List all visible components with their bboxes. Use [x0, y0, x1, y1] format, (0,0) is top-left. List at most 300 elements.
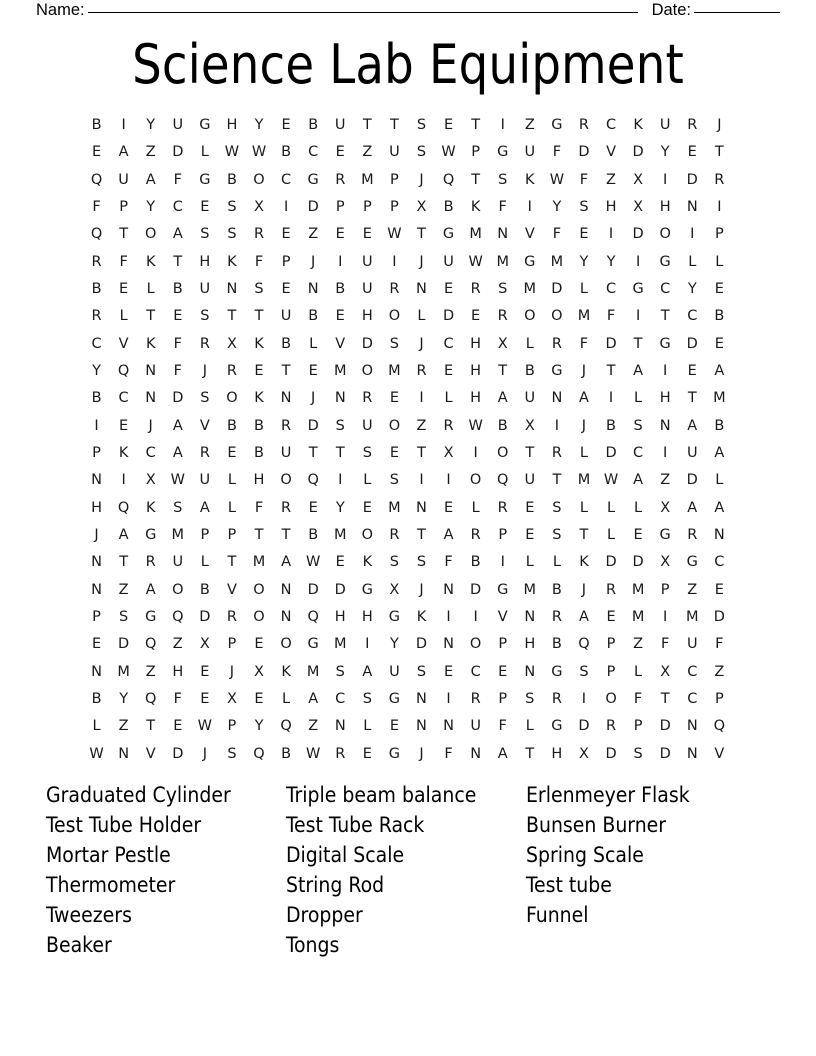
grid-cell[interactable]: N [145, 362, 157, 379]
grid-cell[interactable]: S [362, 444, 372, 461]
grid-cell[interactable]: A [687, 499, 698, 516]
grid-cell[interactable]: S [335, 417, 345, 434]
grid-cell[interactable]: U [280, 308, 292, 325]
grid-cell[interactable]: S [416, 144, 427, 161]
grid-cell[interactable]: K [525, 171, 535, 188]
grid-cell[interactable]: O [280, 636, 292, 653]
grid-cell[interactable]: J [229, 663, 235, 680]
grid-cell[interactable]: D [659, 718, 671, 735]
grid-cell[interactable]: N [280, 608, 292, 625]
grid-cell[interactable]: H [226, 117, 238, 133]
grid-cell[interactable]: I [690, 226, 695, 243]
grid-cell[interactable]: E [443, 362, 454, 379]
grid-cell[interactable]: I [635, 253, 641, 270]
grid-cell[interactable]: T [119, 226, 129, 243]
grid-cell[interactable]: F [498, 718, 507, 735]
grid-cell[interactable]: L [579, 280, 588, 297]
grid-cell[interactable]: T [606, 362, 616, 379]
grid-cell[interactable]: T [579, 526, 589, 543]
grid-cell[interactable]: J [419, 745, 424, 762]
grid-cell[interactable]: Z [633, 636, 644, 653]
grid-cell[interactable]: H [605, 198, 617, 215]
grid-cell[interactable]: X [497, 335, 508, 352]
grid-cell[interactable]: M [333, 362, 347, 379]
grid-cell[interactable]: A [362, 663, 373, 680]
grid-cell[interactable]: T [146, 308, 156, 325]
grid-cell[interactable]: P [498, 636, 508, 653]
grid-cell[interactable]: C [91, 335, 102, 352]
grid-cell[interactable]: S [173, 499, 183, 516]
grid-cell[interactable]: F [552, 226, 562, 243]
grid-cell[interactable]: Q [713, 718, 726, 735]
word-list-item[interactable]: Thermometer [46, 873, 176, 897]
grid-cell[interactable]: W [251, 144, 267, 161]
grid-cell[interactable]: N [497, 226, 509, 243]
grid-cell[interactable]: B [335, 280, 346, 297]
grid-cell[interactable]: A [687, 417, 698, 434]
grid-cell[interactable]: C [443, 335, 454, 352]
grid-cell[interactable]: J [581, 362, 587, 379]
grid-cell[interactable]: N [524, 608, 536, 625]
grid-cell[interactable]: L [363, 718, 372, 735]
grid-cell[interactable]: P [200, 526, 210, 543]
grid-cell[interactable]: I [500, 117, 505, 133]
grid-cell[interactable]: Y [687, 280, 697, 297]
grid-cell[interactable]: W [89, 745, 104, 762]
grid-cell[interactable]: B [443, 198, 454, 215]
grid-cell[interactable]: D [442, 308, 455, 325]
grid-cell[interactable]: D [686, 472, 698, 489]
grid-cell[interactable]: P [281, 253, 291, 270]
grid-cell[interactable]: U [443, 253, 454, 270]
grid-cell[interactable]: M [577, 472, 591, 489]
grid-cell[interactable]: I [717, 198, 722, 215]
grid-cell[interactable]: J [311, 390, 316, 407]
grid-cell[interactable]: G [307, 171, 319, 188]
grid-cell[interactable]: M [523, 280, 537, 297]
grid-cell[interactable]: L [200, 554, 209, 571]
grid-cell[interactable]: N [280, 581, 292, 598]
grid-cell[interactable]: E [606, 608, 616, 625]
grid-cell[interactable]: E [335, 226, 345, 243]
grid-cell[interactable]: A [118, 526, 129, 543]
grid-cell[interactable]: U [172, 554, 184, 571]
grid-cell[interactable]: I [283, 198, 289, 215]
grid-cell[interactable]: H [91, 499, 102, 516]
grid-cell[interactable]: C [335, 690, 346, 707]
grid-cell[interactable]: W [549, 171, 565, 188]
grid-cell[interactable]: R [443, 417, 454, 434]
grid-cell[interactable]: E [579, 226, 589, 243]
grid-cell[interactable]: I [446, 690, 451, 707]
grid-cell[interactable]: L [417, 308, 426, 325]
grid-cell[interactable]: D [578, 144, 590, 161]
grid-cell[interactable]: C [470, 663, 481, 680]
grid-cell[interactable]: L [634, 499, 643, 516]
grid-cell[interactable]: V [714, 745, 725, 762]
grid-cell[interactable]: B [91, 117, 102, 133]
grid-cell[interactable]: O [253, 608, 265, 625]
grid-cell[interactable]: N [226, 280, 238, 297]
grid-cell[interactable]: N [686, 198, 698, 215]
word-list-item[interactable]: Tongs [286, 933, 340, 957]
grid-cell[interactable]: S [498, 171, 508, 188]
grid-cell[interactable]: G [551, 718, 563, 735]
grid-cell[interactable]: X [254, 198, 264, 215]
grid-cell[interactable]: M [686, 608, 699, 625]
grid-cell[interactable]: E [91, 144, 102, 161]
grid-cell[interactable]: V [606, 144, 616, 161]
grid-cell[interactable]: E [443, 117, 454, 133]
grid-cell[interactable]: E [335, 308, 345, 325]
grid-cell[interactable]: M [496, 253, 509, 270]
grid-cell[interactable]: N [659, 417, 671, 434]
grid-cell[interactable]: R [497, 308, 508, 325]
grid-cell[interactable]: C [687, 663, 698, 680]
grid-cell[interactable]: A [633, 472, 644, 489]
grid-cell[interactable]: H [361, 608, 373, 625]
grid-cell[interactable]: D [578, 718, 590, 735]
grid-cell[interactable]: I [419, 472, 424, 489]
grid-cell[interactable]: T [552, 472, 562, 489]
grid-cell[interactable]: A [633, 362, 644, 379]
grid-cell[interactable]: C [660, 280, 671, 297]
grid-cell[interactable]: N [686, 745, 698, 762]
grid-cell[interactable]: W [603, 472, 619, 489]
grid-cell[interactable]: X [226, 335, 237, 352]
grid-cell[interactable]: L [579, 444, 588, 461]
grid-cell[interactable]: M [713, 390, 726, 407]
grid-cell[interactable]: W [305, 554, 321, 571]
grid-cell[interactable]: I [94, 417, 99, 434]
grid-cell[interactable]: M [631, 581, 645, 598]
grid-cell[interactable]: G [659, 335, 671, 352]
grid-cell[interactable]: A [172, 444, 183, 461]
grid-cell[interactable]: D [415, 636, 428, 653]
grid-cell[interactable]: B [254, 417, 264, 434]
grid-cell[interactable]: K [145, 499, 156, 516]
grid-cell[interactable]: T [308, 444, 318, 461]
grid-cell[interactable]: E [335, 144, 345, 161]
grid-cell[interactable]: T [227, 554, 237, 571]
grid-cell[interactable]: H [659, 390, 671, 407]
grid-cell[interactable]: D [632, 226, 644, 243]
grid-cell[interactable]: U [524, 390, 536, 407]
grid-cell[interactable]: B [281, 144, 292, 161]
grid-cell[interactable]: E [281, 226, 291, 243]
grid-cell[interactable]: O [361, 526, 374, 543]
grid-cell[interactable]: H [253, 472, 265, 489]
grid-cell[interactable]: Z [145, 144, 156, 161]
grid-cell[interactable]: P [119, 198, 128, 215]
grid-cell[interactable]: U [659, 117, 671, 133]
grid-cell[interactable]: D [686, 171, 698, 188]
grid-cell[interactable]: C [145, 444, 156, 461]
grid-cell[interactable]: C [118, 390, 129, 407]
grid-cell[interactable]: G [497, 581, 509, 598]
grid-cell[interactable]: X [524, 417, 535, 434]
grid-cell[interactable]: D [307, 581, 319, 598]
word-list-item[interactable]: Graduated Cylinder [46, 783, 231, 807]
grid-cell[interactable]: I [608, 390, 614, 407]
grid-cell[interactable]: E [254, 636, 264, 653]
grid-cell[interactable]: I [500, 554, 505, 571]
grid-cell[interactable]: B [497, 417, 508, 434]
word-list-item[interactable]: Dropper [286, 903, 363, 927]
grid-cell[interactable]: E [525, 526, 535, 543]
grid-cell[interactable]: F [119, 253, 128, 270]
grid-cell[interactable]: U [199, 280, 211, 297]
grid-cell[interactable]: R [389, 280, 400, 297]
grid-cell[interactable]: E [200, 198, 210, 215]
grid-cell[interactable]: E [389, 444, 399, 461]
grid-cell[interactable]: B [91, 280, 102, 297]
grid-cell[interactable]: T [417, 226, 426, 243]
grid-cell[interactable]: Q [307, 608, 319, 625]
grid-cell[interactable]: X [660, 499, 671, 516]
grid-cell[interactable]: P [335, 198, 345, 215]
grid-cell[interactable]: I [663, 608, 668, 625]
grid-cell[interactable]: O [524, 308, 536, 325]
grid-cell[interactable]: L [579, 499, 588, 516]
grid-cell[interactable]: D [605, 745, 617, 762]
grid-cell[interactable]: T [417, 444, 426, 461]
grid-cell[interactable]: U [172, 117, 184, 133]
grid-cell[interactable]: D [605, 554, 617, 571]
grid-cell[interactable]: R [497, 499, 508, 516]
grid-cell[interactable]: X [226, 690, 237, 707]
grid-cell[interactable]: U [362, 417, 373, 434]
grid-cell[interactable]: L [309, 335, 318, 352]
grid-cell[interactable]: E [362, 226, 372, 243]
grid-cell[interactable]: N [416, 499, 427, 516]
grid-cell[interactable]: A [714, 444, 725, 461]
grid-cell[interactable]: M [117, 663, 130, 680]
grid-cell[interactable]: N [470, 745, 482, 762]
grid-cell[interactable]: S [579, 198, 589, 215]
grid-cell[interactable]: X [199, 636, 210, 653]
grid-cell[interactable]: E [687, 144, 697, 161]
grid-cell[interactable]: A [118, 144, 129, 161]
grid-cell[interactable]: E [633, 526, 643, 543]
word-list-item[interactable]: Triple beam balance [286, 783, 477, 807]
grid-cell[interactable]: R [199, 335, 210, 352]
grid-cell[interactable]: L [444, 390, 453, 407]
grid-cell[interactable]: F [173, 362, 182, 379]
grid-cell[interactable]: V [199, 417, 210, 434]
grid-cell[interactable]: E [281, 280, 291, 297]
grid-cell[interactable]: B [281, 335, 292, 352]
grid-cell[interactable]: A [145, 581, 156, 598]
grid-cell[interactable]: T [525, 444, 535, 461]
grid-cell[interactable]: S [389, 554, 399, 571]
grid-cell[interactable]: X [389, 581, 400, 598]
grid-cell[interactable]: F [606, 308, 616, 325]
grid-cell[interactable]: E [443, 499, 454, 516]
grid-cell[interactable]: G [199, 171, 211, 188]
grid-cell[interactable]: Z [308, 226, 319, 243]
grid-cell[interactable]: M [306, 663, 320, 680]
grid-cell[interactable]: T [389, 117, 399, 133]
grid-cell[interactable]: R [335, 745, 346, 762]
grid-cell[interactable]: J [148, 417, 153, 434]
grid-cell[interactable]: S [525, 690, 535, 707]
grid-cell[interactable]: B [254, 444, 264, 461]
grid-cell[interactable]: F [579, 335, 589, 352]
grid-cell[interactable]: R [199, 444, 210, 461]
grid-cell[interactable]: R [91, 308, 102, 325]
grid-cell[interactable]: P [362, 198, 372, 215]
grid-cell[interactable]: V [497, 608, 508, 625]
grid-cell[interactable]: R [470, 690, 481, 707]
grid-cell[interactable]: R [281, 417, 292, 434]
grid-cell[interactable]: R [362, 390, 373, 407]
grid-cell[interactable]: G [551, 117, 563, 133]
grid-cell[interactable]: S [200, 226, 210, 243]
grid-cell[interactable]: K [118, 444, 129, 461]
grid-cell[interactable]: T [281, 526, 291, 543]
grid-cell[interactable]: D [713, 608, 725, 625]
grid-cell[interactable]: E [389, 718, 399, 735]
grid-cell[interactable]: A [497, 390, 508, 407]
grid-cell[interactable]: L [552, 554, 561, 571]
grid-cell[interactable]: D [118, 636, 130, 653]
grid-cell[interactable]: P [660, 581, 670, 598]
grid-cell[interactable]: F [633, 690, 643, 707]
grid-cell[interactable]: Y [254, 718, 264, 735]
grid-cell[interactable]: H [524, 636, 536, 653]
grid-cell[interactable]: R [91, 253, 102, 270]
grid-cell[interactable]: S [633, 417, 643, 434]
grid-cell[interactable]: G [199, 117, 211, 133]
grid-cell[interactable]: J [311, 253, 316, 270]
grid-cell[interactable]: F [173, 171, 182, 188]
grid-cell[interactable]: C [633, 444, 644, 461]
grid-cell[interactable]: W [170, 472, 185, 489]
grid-cell[interactable]: M [469, 226, 482, 243]
grid-cell[interactable]: L [363, 472, 372, 489]
grid-cell[interactable]: L [200, 144, 209, 161]
grid-cell[interactable]: Z [362, 144, 373, 161]
grid-cell[interactable]: R [226, 608, 237, 625]
grid-cell[interactable]: Q [90, 171, 103, 188]
grid-cell[interactable]: D [605, 335, 617, 352]
grid-cell[interactable]: N [91, 554, 102, 571]
grid-cell[interactable]: S [200, 308, 210, 325]
grid-cell[interactable]: N [334, 718, 346, 735]
grid-cell[interactable]: Z [416, 417, 427, 434]
grid-cell[interactable]: I [663, 444, 668, 461]
grid-cell[interactable]: E [525, 499, 535, 516]
grid-cell[interactable]: U [334, 117, 346, 133]
grid-cell[interactable]: R [687, 117, 698, 133]
grid-cell[interactable]: C [605, 117, 617, 133]
grid-cell[interactable]: D [659, 745, 671, 762]
grid-cell[interactable]: Y [146, 117, 156, 133]
grid-cell[interactable]: W [441, 144, 456, 161]
grid-cell[interactable]: B [91, 390, 102, 407]
grid-cell[interactable]: E [173, 718, 183, 735]
grid-cell[interactable]: E [119, 280, 129, 297]
grid-cell[interactable]: O [605, 690, 617, 707]
grid-cell[interactable]: H [470, 390, 482, 407]
grid-cell[interactable]: R [470, 526, 481, 543]
grid-cell[interactable]: U [199, 472, 211, 489]
grid-cell[interactable]: O [361, 362, 374, 379]
grid-cell[interactable]: N [416, 280, 427, 297]
word-list-item[interactable]: Erlenmeyer Flask [526, 783, 690, 807]
grid-cell[interactable]: K [254, 390, 264, 407]
grid-cell[interactable]: M [333, 636, 347, 653]
grid-cell[interactable]: W [387, 226, 402, 243]
grid-cell[interactable]: I [121, 117, 126, 133]
grid-cell[interactable]: E [362, 499, 372, 516]
grid-cell[interactable]: L [606, 499, 616, 516]
grid-cell[interactable]: J [717, 117, 722, 133]
grid-cell[interactable]: N [334, 390, 346, 407]
grid-cell[interactable]: S [335, 663, 345, 680]
grid-cell[interactable]: N [443, 636, 454, 653]
grid-cell[interactable]: D [686, 335, 698, 352]
grid-cell[interactable]: C [687, 308, 698, 325]
word-list-item[interactable]: Tweezers [46, 903, 132, 927]
grid-cell[interactable]: E [335, 554, 345, 571]
grid-cell[interactable]: W [468, 253, 483, 270]
grid-cell[interactable]: I [663, 171, 668, 188]
grid-cell[interactable]: R [605, 718, 617, 735]
grid-cell[interactable]: M [550, 253, 564, 270]
grid-cell[interactable]: Y [579, 253, 589, 270]
grid-cell[interactable]: U [686, 636, 698, 653]
grid-cell[interactable]: J [419, 253, 424, 270]
grid-cell[interactable]: A [172, 226, 183, 243]
grid-cell[interactable]: E [200, 663, 210, 680]
grid-cell[interactable]: P [606, 636, 616, 653]
grid-cell[interactable]: U [118, 171, 129, 188]
grid-cell[interactable]: E [254, 362, 264, 379]
grid-cell[interactable]: G [551, 663, 563, 680]
grid-cell[interactable]: A [308, 690, 319, 707]
grid-cell[interactable]: S [552, 499, 562, 516]
grid-cell[interactable]: D [172, 144, 184, 161]
grid-cell[interactable]: L [525, 718, 534, 735]
grid-cell[interactable]: Z [118, 581, 129, 598]
grid-cell[interactable]: X [578, 745, 589, 762]
grid-cell[interactable]: K [416, 608, 427, 625]
grid-cell[interactable]: O [226, 390, 238, 407]
grid-cell[interactable]: E [173, 308, 183, 325]
grid-cell[interactable]: E [443, 280, 454, 297]
grid-cell[interactable]: T [471, 117, 481, 133]
grid-cell[interactable]: H [334, 608, 346, 625]
grid-cell[interactable]: O [497, 444, 509, 461]
grid-cell[interactable]: A [714, 362, 725, 379]
grid-cell[interactable]: A [443, 526, 454, 543]
grid-cell[interactable]: L [688, 253, 697, 270]
grid-cell[interactable]: C [605, 280, 617, 297]
grid-cell[interactable]: Y [119, 690, 129, 707]
grid-cell[interactable]: G [388, 608, 401, 625]
grid-cell[interactable]: Y [146, 198, 156, 215]
grid-cell[interactable]: L [525, 554, 534, 571]
grid-cell[interactable]: L [146, 280, 155, 297]
grid-cell[interactable]: Q [172, 608, 184, 625]
grid-cell[interactable]: G [388, 690, 401, 707]
grid-cell[interactable]: Z [687, 581, 698, 598]
grid-cell[interactable]: P [227, 718, 237, 735]
grid-cell[interactable]: G [145, 608, 157, 625]
grid-cell[interactable]: E [362, 745, 372, 762]
